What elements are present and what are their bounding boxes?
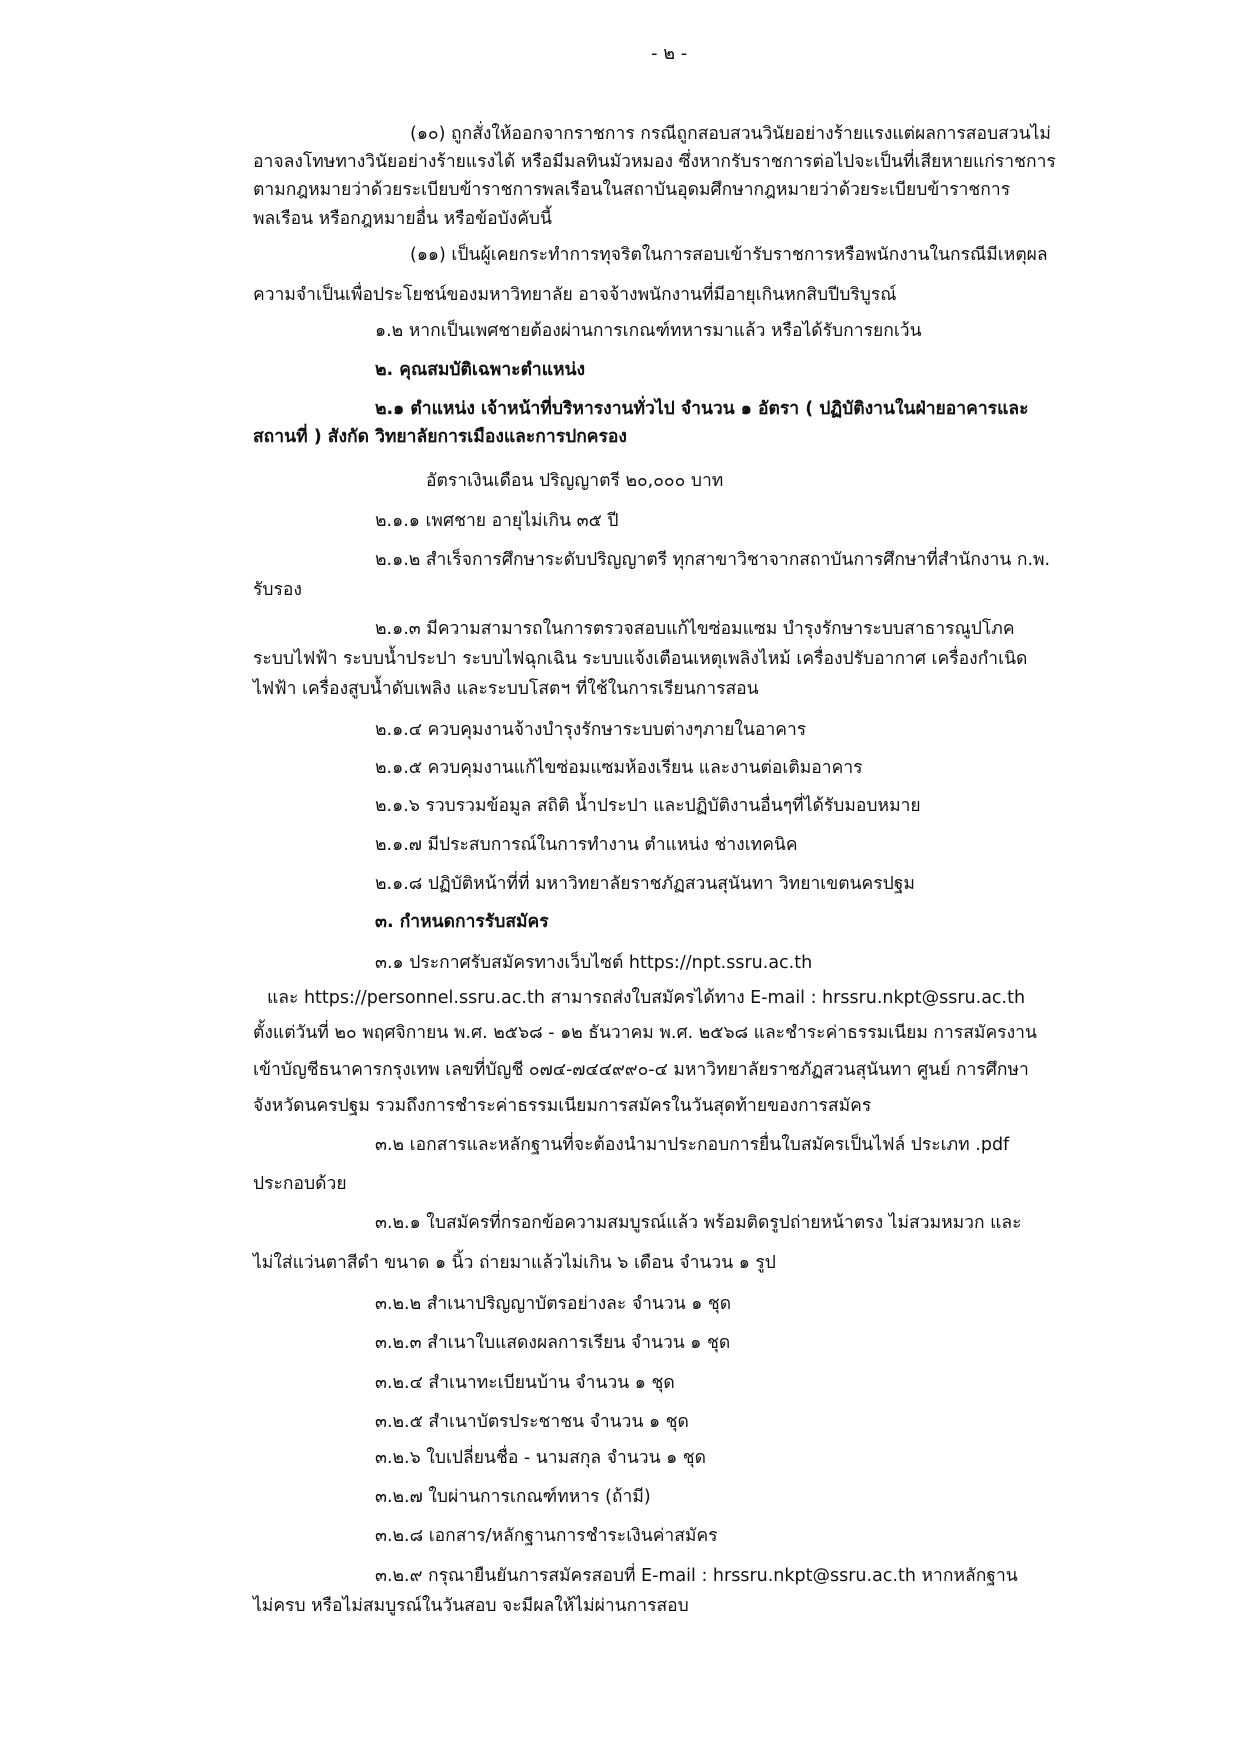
text-line: (๑๑) เป็นผู้เคยกระทำการทุจริตในการสอบเข้ารับราชการหรือพนักงานในกรณีมีเหตุผล xyxy=(410,245,1048,265)
list-item: ๓.๒.๕ สำเนาบัตรประชาชน จำนวน ๑ ชุด xyxy=(375,1412,689,1432)
text-line: อาจลงโทษทางวินัยอย่างร้ายแรงได้ หรือมีมลทินมัวหมอง ซึ่งหากรับราชการต่อไปจะเป็นที่เสียหายแก่ราชการ xyxy=(253,152,1056,172)
list-item: ๓.๒.๘ เอกสาร/หลักฐานการชำระเงินค่าสมัคร xyxy=(375,1526,718,1546)
list-item: ๓.๒.๒ สำเนาปริญญาบัตรอย่างละ จำนวน ๑ ชุด xyxy=(375,1294,732,1314)
text-line: ไม่ครบ หรือไม่สมบูรณ์ในวันสอบ จะมีผลให้ไม่ผ่านการสอบ xyxy=(253,1596,689,1616)
position-heading: ๒.๑ ตำแหน่ง เจ้าหน้าที่บริหารงานทั่วไป จำนวน ๑ อัตรา ( ปฏิบัติงานในฝ่ายอาคารและ xyxy=(375,399,1029,419)
text-line: ๒.๑.๖ รวบรวมข้อมูล สถิติ น้ำประปา และปฏิบัติงานอื่นๆที่ได้รับมอบหมาย xyxy=(375,796,921,816)
text-line: ไม่ใส่แว่นตาสีดำ ขนาด ๑ นิ้ว ถ่ายมาแล้วไม่เกิน ๖ เดือน จำนวน ๑ รูป xyxy=(253,1253,776,1273)
text-line: ตามกฎหมายว่าด้วยระเบียบข้าราชการพลเรือนในสถาบันอุดมศึกษากฎหมายว่าด้วยระเบียบข้าราชการ xyxy=(253,180,1011,200)
text-line: ๓.๒.๑ ใบสมัครที่กรอกข้อความสมบูรณ์แล้ว พร้อมติดรูปถ่ายหน้าตรง ไม่สวมหมวก และ xyxy=(375,1213,1022,1233)
text-line: ๒.๑.๔ ควบคุมงานจ้างบำรุงรักษาระบบต่างๆภายในอาคาร xyxy=(375,720,807,740)
section-heading: ๓. กำหนดการรับสมัคร xyxy=(375,912,549,932)
section-heading: ๒. คุณสมบัติเฉพาะตำแหน่ง xyxy=(375,360,586,380)
text-line: พลเรือน หรือกฎหมายอื่น หรือข้อบังคับนี้ xyxy=(253,209,553,229)
text-line: ๓.๒ เอกสารและหลักฐานที่จะต้องนำมาประกอบการยื่นใบสมัครเป็นไฟล์ ประเภท .pdf xyxy=(375,1135,1010,1155)
position-heading: สถานที่ ) สังกัด วิทยาลัยการเมืองและการปกครอง xyxy=(253,427,627,447)
list-item: ๓.๒.๖ ใบเปลี่ยนชื่อ - นามสกุล จำนวน ๑ ชุด xyxy=(375,1448,707,1468)
text-line: (๑๐) ถูกสั่งให้ออกจากราชการ กรณีถูกสอบสวนวินัยอย่างร้ายแรงแต่ผลการสอบสวนไม่ xyxy=(410,124,1051,144)
text-line: ประกอบด้วย xyxy=(253,1174,347,1194)
text-line: ๓.๒.๙ กรุณายืนยันการสมัครสอบที่ E-mail : hrssru.nkpt@ssru.ac.th หากหลักฐาน xyxy=(375,1566,1018,1586)
text-line: ตั้งแต่วันที่ ๒๐ พฤศจิกายน พ.ศ. ๒๕๖๘ - ๑๒ ธันวาคม พ.ศ. ๒๕๖๘ และชำระค่าธรรมเนียม การสมัครงาน xyxy=(253,1023,1037,1043)
text-line: รับรอง xyxy=(253,580,302,600)
list-item: ๓.๒.๗ ใบผ่านการเกณฑ์ทหาร (ถ้ามี) xyxy=(375,1487,651,1507)
text-line: ๒.๑.๓ มีความสามารถในการตรวจสอบแก้ไขซ่อมแซม บำรุงรักษาระบบสาธารณูปโภค xyxy=(375,619,1015,639)
text-line: ไฟฟ้า เครื่องสูบน้ำดับเพลิง และระบบโสตฯ ที่ใช้ในการเรียนการสอน xyxy=(253,679,759,699)
text-line: ระบบไฟฟ้า ระบบน้ำประปา ระบบไฟฉุกเฉิน ระบบแจ้งเตือนเหตุเพลิงไหม้ เครื่องปรับอากาศ เครื่องกำเนิด xyxy=(253,649,1028,669)
text-line: และ https://personnel.ssru.ac.th สามารถส่งใบสมัครได้ทาง E-mail : hrssru.nkpt@ssru.ac.th xyxy=(267,988,1026,1008)
page-number: - ๒ - xyxy=(651,43,688,64)
text-line: ๒.๑.๕ ควบคุมงานแก้ไขซ่อมแซมห้องเรียน และงานต่อเติมอาคาร xyxy=(375,758,863,778)
text-line: ๒.๑.๗ มีประสบการณ์ในการทำงาน ตำแหน่ง ช่างเทคนิค xyxy=(375,835,798,855)
text-line: ๒.๑.๘ ปฏิบัติหน้าที่ที่ มหาวิทยาลัยราชภัฏสวนสุนันทา วิทยาเขตนครปฐม xyxy=(375,874,915,894)
text-line: ความจำเป็นเพื่อประโยชน์ของมหาวิทยาลัย อาจจ้างพนักงานที่มีอายุเกินหกสิบปีบริบูรณ์ xyxy=(253,285,897,305)
list-item: ๓.๒.๔ สำเนาทะเบียนบ้าน จำนวน ๑ ชุด xyxy=(375,1373,675,1393)
text-line: จังหวัดนครปฐม รวมถึงการชำระค่าธรรมเนียมการสมัครในวันสุดท้ายของการสมัคร xyxy=(253,1096,872,1116)
list-item: ๓.๒.๓ สำเนาใบแสดงผลการเรียน จำนวน ๑ ชุด xyxy=(375,1333,731,1353)
text-line: ๓.๑ ประกาศรับสมัครทางเว็บไซต์ https://npt.ssru.ac.th xyxy=(375,953,813,973)
salary-line: อัตราเงินเดือน ปริญญาตรี ๒๐,๐๐๐ บาท xyxy=(426,471,724,491)
text-line: เข้าบัญชีธนาคารกรุงเทพ เลขที่บัญชี ๐๗๔-๗๔๔๙๙๐-๔ มหาวิทยาลัยราชภัฏสวนสุนันทา ศูนย์ การศึกษา xyxy=(253,1060,1029,1080)
text-line: ๑.๒ หากเป็นเพศชายต้องผ่านการเกณฑ์ทหารมาแล้ว หรือได้รับการยกเว้น xyxy=(375,321,922,341)
text-line: ๒.๑.๑ เพศชาย อายุไม่เกิน ๓๕ ปี xyxy=(375,511,619,531)
text-line: ๒.๑.๒ สำเร็จการศึกษาระดับปริญญาตรี ทุกสาขาวิชาจากสถาบันการศึกษาที่สำนักงาน ก.พ. xyxy=(375,550,1051,570)
